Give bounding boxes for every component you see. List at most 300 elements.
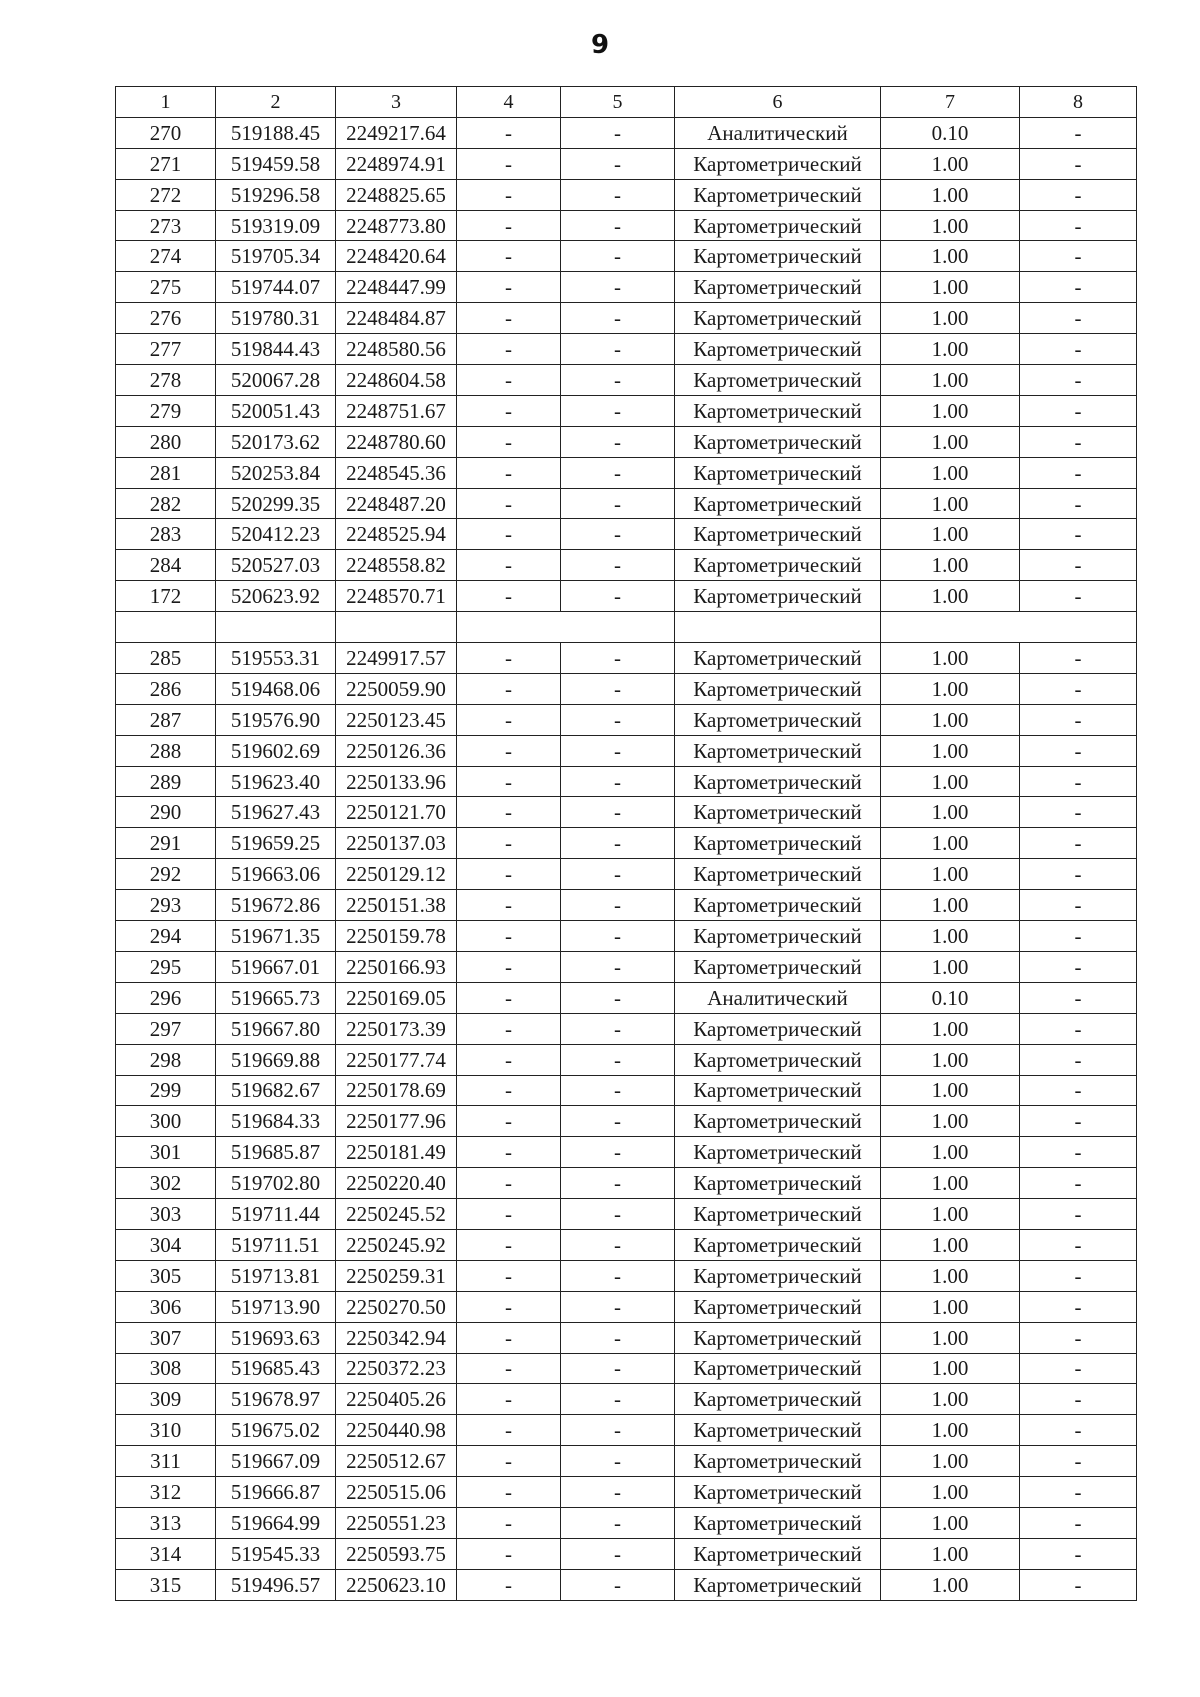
table-cell: 293 xyxy=(116,890,216,921)
table-cell: 299 xyxy=(116,1075,216,1106)
table-cell: - xyxy=(457,117,561,148)
table-cell: 1.00 xyxy=(881,241,1020,272)
table-cell: 519659.25 xyxy=(216,828,336,859)
table-cell: 275 xyxy=(116,272,216,303)
table-cell: Картометрический xyxy=(675,457,881,488)
table-cell: - xyxy=(457,982,561,1013)
table-cell: 290 xyxy=(116,797,216,828)
column-header: 5 xyxy=(561,87,675,118)
column-header: 4 xyxy=(457,87,561,118)
table-cell: 1.00 xyxy=(881,457,1020,488)
column-header: 6 xyxy=(675,87,881,118)
table-cell: 520173.62 xyxy=(216,426,336,457)
table-row xyxy=(116,365,1137,396)
table-cell: 519667.01 xyxy=(216,951,336,982)
table-cell: - xyxy=(561,519,675,550)
table-cell: - xyxy=(561,426,675,457)
table-row xyxy=(116,1199,1137,1230)
table-cell: - xyxy=(457,1199,561,1230)
table-cell: 315 xyxy=(116,1569,216,1600)
table-cell: - xyxy=(1020,1322,1137,1353)
table-row xyxy=(116,643,1137,674)
table-row xyxy=(116,951,1137,982)
column-header: 2 xyxy=(216,87,336,118)
table-cell: Картометрический xyxy=(675,1322,881,1353)
table-cell: Картометрический xyxy=(675,1384,881,1415)
table-cell: - xyxy=(1020,1507,1137,1538)
table-cell: 519296.58 xyxy=(216,179,336,210)
table-row xyxy=(116,1168,1137,1199)
table-cell: Картометрический xyxy=(675,426,881,457)
table-cell: 1.00 xyxy=(881,519,1020,550)
table-cell: - xyxy=(457,1477,561,1508)
table-cell: 2248525.94 xyxy=(336,519,457,550)
table-cell: 304 xyxy=(116,1229,216,1260)
table-cell: 1.00 xyxy=(881,1291,1020,1322)
table-cell: 305 xyxy=(116,1260,216,1291)
table-cell: 0.10 xyxy=(881,117,1020,148)
table-cell: 2250372.23 xyxy=(336,1353,457,1384)
table-cell: - xyxy=(1020,828,1137,859)
table-cell: 1.00 xyxy=(881,1260,1020,1291)
table-cell: - xyxy=(1020,1538,1137,1569)
coordinates-table xyxy=(115,86,1137,1601)
table-cell: - xyxy=(1020,117,1137,148)
table-row xyxy=(116,426,1137,457)
table-cell: 520253.84 xyxy=(216,457,336,488)
table-cell: 519623.40 xyxy=(216,766,336,797)
table-cell: 2248974.91 xyxy=(336,148,457,179)
table-row xyxy=(116,1291,1137,1322)
table-cell: 1.00 xyxy=(881,797,1020,828)
table-cell: 292 xyxy=(116,859,216,890)
table-cell: Картометрический xyxy=(675,334,881,365)
table-cell: - xyxy=(561,1137,675,1168)
table-cell: 519713.90 xyxy=(216,1291,336,1322)
table-row xyxy=(116,1322,1137,1353)
table-row xyxy=(116,1137,1137,1168)
table-cell: 1.00 xyxy=(881,148,1020,179)
table-cell: 2250259.31 xyxy=(336,1260,457,1291)
table-cell: 314 xyxy=(116,1538,216,1569)
table-cell: - xyxy=(457,550,561,581)
page-number: 9 xyxy=(590,30,610,60)
table-cell: 1.00 xyxy=(881,735,1020,766)
table-cell: - xyxy=(561,766,675,797)
table-cell: Картометрический xyxy=(675,272,881,303)
table-cell: 308 xyxy=(116,1353,216,1384)
table-cell: - xyxy=(561,1199,675,1230)
table-cell: 2248751.67 xyxy=(336,395,457,426)
table-cell: - xyxy=(561,673,675,704)
table-cell: 1.00 xyxy=(881,1229,1020,1260)
table-cell: 2249917.57 xyxy=(336,643,457,674)
table-cell: 2250512.67 xyxy=(336,1446,457,1477)
table-cell: - xyxy=(561,859,675,890)
table-cell: - xyxy=(457,179,561,210)
table-cell: 519780.31 xyxy=(216,303,336,334)
table-body xyxy=(116,117,1137,1600)
table-cell: - xyxy=(1020,766,1137,797)
table-cell: - xyxy=(457,395,561,426)
table-cell: Картометрический xyxy=(675,1013,881,1044)
table-row xyxy=(116,1446,1137,1477)
table-cell: Картометрический xyxy=(675,921,881,952)
table-cell: - xyxy=(561,1415,675,1446)
table-cell: 519693.63 xyxy=(216,1322,336,1353)
table-cell: Картометрический xyxy=(675,643,881,674)
table-cell: 519545.33 xyxy=(216,1538,336,1569)
table-cell: - xyxy=(1020,1106,1137,1137)
table-cell: Картометрический xyxy=(675,1507,881,1538)
table-row xyxy=(116,1013,1137,1044)
table-row xyxy=(116,241,1137,272)
table-cell: 1.00 xyxy=(881,210,1020,241)
table-cell: Картометрический xyxy=(675,1229,881,1260)
table-cell: 1.00 xyxy=(881,1446,1020,1477)
table-row xyxy=(116,1044,1137,1075)
table-cell: 1.00 xyxy=(881,1044,1020,1075)
table-cell: - xyxy=(457,210,561,241)
table-cell: 1.00 xyxy=(881,303,1020,334)
table-cell: 283 xyxy=(116,519,216,550)
table-row xyxy=(116,457,1137,488)
table-row xyxy=(116,117,1137,148)
table-cell: - xyxy=(561,1013,675,1044)
table-row xyxy=(116,859,1137,890)
table-cell: - xyxy=(561,581,675,612)
table-cell: 1.00 xyxy=(881,921,1020,952)
table-cell: Картометрический xyxy=(675,519,881,550)
table-cell: Картометрический xyxy=(675,1199,881,1230)
table-cell: - xyxy=(561,303,675,334)
table-cell: 1.00 xyxy=(881,859,1020,890)
table-cell: - xyxy=(561,890,675,921)
table-cell: 519627.43 xyxy=(216,797,336,828)
table-cell: - xyxy=(1020,303,1137,334)
table-cell: - xyxy=(561,797,675,828)
table-cell: Картометрический xyxy=(675,210,881,241)
table-cell: 2250551.23 xyxy=(336,1507,457,1538)
table-cell: 291 xyxy=(116,828,216,859)
table-row xyxy=(116,921,1137,952)
table-cell: Картометрический xyxy=(675,1168,881,1199)
table-row xyxy=(116,828,1137,859)
table-row xyxy=(116,1538,1137,1569)
table-cell: 273 xyxy=(116,210,216,241)
table-cell: - xyxy=(561,1569,675,1600)
table-cell: 2248580.56 xyxy=(336,334,457,365)
table-cell: 294 xyxy=(116,921,216,952)
table-cell: - xyxy=(1020,210,1137,241)
table-cell: - xyxy=(457,1260,561,1291)
table-cell: 2250133.96 xyxy=(336,766,457,797)
table-cell: 289 xyxy=(116,766,216,797)
table-cell: - xyxy=(1020,921,1137,952)
table-cell: 520623.92 xyxy=(216,581,336,612)
table-cell: - xyxy=(457,457,561,488)
table-cell: 1.00 xyxy=(881,1569,1020,1600)
table-cell: 519682.67 xyxy=(216,1075,336,1106)
table-cell: - xyxy=(561,1291,675,1322)
table-cell: - xyxy=(457,1384,561,1415)
table-cell: 2248773.80 xyxy=(336,210,457,241)
table-cell: 1.00 xyxy=(881,1168,1020,1199)
table-cell: 2248420.64 xyxy=(336,241,457,272)
table-cell: 519711.44 xyxy=(216,1199,336,1230)
table-cell: Картометрический xyxy=(675,859,881,890)
column-header: 8 xyxy=(1020,87,1137,118)
table-cell: - xyxy=(1020,148,1137,179)
table-cell: 2250623.10 xyxy=(336,1569,457,1600)
table-cell: - xyxy=(561,643,675,674)
table-cell: 302 xyxy=(116,1168,216,1199)
table-cell: 296 xyxy=(116,982,216,1013)
table-cell: 312 xyxy=(116,1477,216,1508)
table-cell: - xyxy=(457,921,561,952)
table-cell: 295 xyxy=(116,951,216,982)
table-cell: Аналитический xyxy=(675,982,881,1013)
table-cell: 286 xyxy=(116,673,216,704)
table-cell: 2250169.05 xyxy=(336,982,457,1013)
table-cell: 276 xyxy=(116,303,216,334)
table-cell-empty xyxy=(675,612,881,643)
table-cell: 1.00 xyxy=(881,179,1020,210)
table-cell: 519744.07 xyxy=(216,272,336,303)
table-cell: 2248825.65 xyxy=(336,179,457,210)
table-cell: - xyxy=(561,1229,675,1260)
table-cell: 1.00 xyxy=(881,1538,1020,1569)
table-cell: 519713.81 xyxy=(216,1260,336,1291)
table-cell: - xyxy=(1020,365,1137,396)
table-cell-empty xyxy=(336,612,457,643)
table-cell-empty xyxy=(457,612,675,643)
table-cell: 277 xyxy=(116,334,216,365)
table-cell: - xyxy=(1020,519,1137,550)
table-cell: - xyxy=(1020,735,1137,766)
table-cell: 2250126.36 xyxy=(336,735,457,766)
table-cell: - xyxy=(457,581,561,612)
table-cell: 300 xyxy=(116,1106,216,1137)
table-cell: - xyxy=(561,1507,675,1538)
table-cell: 1.00 xyxy=(881,1353,1020,1384)
table-cell: - xyxy=(457,1353,561,1384)
table-cell: 1.00 xyxy=(881,1199,1020,1230)
table-cell: Картометрический xyxy=(675,951,881,982)
table-cell: Картометрический xyxy=(675,1353,881,1384)
table-cell: - xyxy=(561,982,675,1013)
table-cell: 307 xyxy=(116,1322,216,1353)
table-cell: - xyxy=(457,673,561,704)
table-cell: 519678.97 xyxy=(216,1384,336,1415)
table-cell: 272 xyxy=(116,179,216,210)
table-cell: - xyxy=(457,890,561,921)
table-cell: - xyxy=(1020,890,1137,921)
table-cell: - xyxy=(1020,1199,1137,1230)
table-cell: - xyxy=(561,951,675,982)
table-cell: - xyxy=(457,859,561,890)
table-cell: - xyxy=(457,1044,561,1075)
table-cell: Картометрический xyxy=(675,673,881,704)
table-cell: 0.10 xyxy=(881,982,1020,1013)
table-cell: 1.00 xyxy=(881,1415,1020,1446)
table-cell: 2250177.74 xyxy=(336,1044,457,1075)
table-cell: - xyxy=(1020,334,1137,365)
table-row xyxy=(116,1106,1137,1137)
table-cell: 519672.86 xyxy=(216,890,336,921)
table-row xyxy=(116,735,1137,766)
table-cell: - xyxy=(561,1260,675,1291)
table-row xyxy=(116,797,1137,828)
table-cell: 2250405.26 xyxy=(336,1384,457,1415)
table-cell: Картометрический xyxy=(675,1538,881,1569)
table-cell: 2250342.94 xyxy=(336,1322,457,1353)
table-cell: 1.00 xyxy=(881,334,1020,365)
table-cell: - xyxy=(561,1075,675,1106)
table-cell: - xyxy=(1020,426,1137,457)
table-cell-empty xyxy=(881,612,1137,643)
table-cell: - xyxy=(457,488,561,519)
table-cell: 1.00 xyxy=(881,1507,1020,1538)
table-cell: 520067.28 xyxy=(216,365,336,396)
table-cell: 519666.87 xyxy=(216,1477,336,1508)
table-row xyxy=(116,1384,1137,1415)
table-cell: 284 xyxy=(116,550,216,581)
table-cell: Картометрический xyxy=(675,179,881,210)
table-cell: - xyxy=(561,241,675,272)
table-cell: - xyxy=(561,117,675,148)
table-row xyxy=(116,673,1137,704)
table-cell: - xyxy=(1020,1384,1137,1415)
table-cell: 519576.90 xyxy=(216,704,336,735)
table-cell: Картометрический xyxy=(675,1415,881,1446)
table-cell: - xyxy=(1020,179,1137,210)
table-cell: 519667.09 xyxy=(216,1446,336,1477)
table-cell: 520299.35 xyxy=(216,488,336,519)
table-cell: 1.00 xyxy=(881,581,1020,612)
table-row xyxy=(116,395,1137,426)
table-cell: - xyxy=(1020,1013,1137,1044)
table-cell: 1.00 xyxy=(881,1477,1020,1508)
table-cell: - xyxy=(457,1168,561,1199)
table-cell: Картометрический xyxy=(675,241,881,272)
table-cell: - xyxy=(561,550,675,581)
table-cell: 303 xyxy=(116,1199,216,1230)
table-cell: 1.00 xyxy=(881,1137,1020,1168)
table-cell: 281 xyxy=(116,457,216,488)
table-cell: 310 xyxy=(116,1415,216,1446)
table-cell: 282 xyxy=(116,488,216,519)
table-row xyxy=(116,1260,1137,1291)
table-row xyxy=(116,272,1137,303)
table-cell: 1.00 xyxy=(881,1322,1020,1353)
table-cell: 1.00 xyxy=(881,365,1020,396)
table-cell: - xyxy=(561,179,675,210)
table-cell: - xyxy=(1020,704,1137,735)
table-cell: Картометрический xyxy=(675,365,881,396)
table-cell: 2250178.69 xyxy=(336,1075,457,1106)
table-row xyxy=(116,488,1137,519)
table-row xyxy=(116,766,1137,797)
table-cell: 2248545.36 xyxy=(336,457,457,488)
table-row xyxy=(116,519,1137,550)
table-cell: 309 xyxy=(116,1384,216,1415)
table-cell: - xyxy=(561,735,675,766)
table-cell: 2250159.78 xyxy=(336,921,457,952)
table-cell: 519685.87 xyxy=(216,1137,336,1168)
table-row-gap xyxy=(116,612,1137,643)
table-cell: Картометрический xyxy=(675,1106,881,1137)
table-cell: Картометрический xyxy=(675,148,881,179)
table-cell: 1.00 xyxy=(881,488,1020,519)
table-cell: - xyxy=(561,1446,675,1477)
table-cell: 1.00 xyxy=(881,643,1020,674)
table-cell: 313 xyxy=(116,1507,216,1538)
table-cell: - xyxy=(457,1569,561,1600)
table-cell: - xyxy=(457,303,561,334)
table-cell: Картометрический xyxy=(675,828,881,859)
table-cell: - xyxy=(457,797,561,828)
table-cell: Картометрический xyxy=(675,890,881,921)
table-cell: - xyxy=(561,148,675,179)
table-cell: Картометрический xyxy=(675,735,881,766)
table-cell: 2250177.96 xyxy=(336,1106,457,1137)
table-cell: - xyxy=(457,1075,561,1106)
table-cell: - xyxy=(457,426,561,457)
table-cell: Картометрический xyxy=(675,1477,881,1508)
table-cell: Картометрический xyxy=(675,488,881,519)
table-cell: - xyxy=(457,766,561,797)
table-cell: - xyxy=(561,828,675,859)
table-cell-empty xyxy=(216,612,336,643)
table-cell: - xyxy=(457,272,561,303)
table-cell: - xyxy=(1020,272,1137,303)
table-cell: 1.00 xyxy=(881,426,1020,457)
table-cell: 311 xyxy=(116,1446,216,1477)
table-cell: - xyxy=(1020,951,1137,982)
table-cell: - xyxy=(561,1353,675,1384)
table-cell: 2248447.99 xyxy=(336,272,457,303)
table-cell: 1.00 xyxy=(881,951,1020,982)
table-row xyxy=(116,581,1137,612)
table-cell: 1.00 xyxy=(881,673,1020,704)
table-row xyxy=(116,550,1137,581)
table-cell: 2250151.38 xyxy=(336,890,457,921)
table-cell: 2250440.98 xyxy=(336,1415,457,1446)
table-cell: 519684.33 xyxy=(216,1106,336,1137)
table-cell: 519663.06 xyxy=(216,859,336,890)
table-cell: 279 xyxy=(116,395,216,426)
column-header: 1 xyxy=(116,87,216,118)
table-cell: - xyxy=(1020,859,1137,890)
table-cell: - xyxy=(1020,550,1137,581)
table-cell: - xyxy=(1020,1137,1137,1168)
table-cell: 519667.80 xyxy=(216,1013,336,1044)
table-cell: 519664.99 xyxy=(216,1507,336,1538)
table-cell: Картометрический xyxy=(675,1569,881,1600)
table-cell: 297 xyxy=(116,1013,216,1044)
table-cell: - xyxy=(561,210,675,241)
table-cell: 1.00 xyxy=(881,272,1020,303)
table-cell: 270 xyxy=(116,117,216,148)
table-cell: Картометрический xyxy=(675,1291,881,1322)
table-row xyxy=(116,303,1137,334)
table-row xyxy=(116,982,1137,1013)
column-header: 7 xyxy=(881,87,1020,118)
table-cell: - xyxy=(1020,673,1137,704)
table-cell: 2250593.75 xyxy=(336,1538,457,1569)
table-cell: Картометрический xyxy=(675,1137,881,1168)
